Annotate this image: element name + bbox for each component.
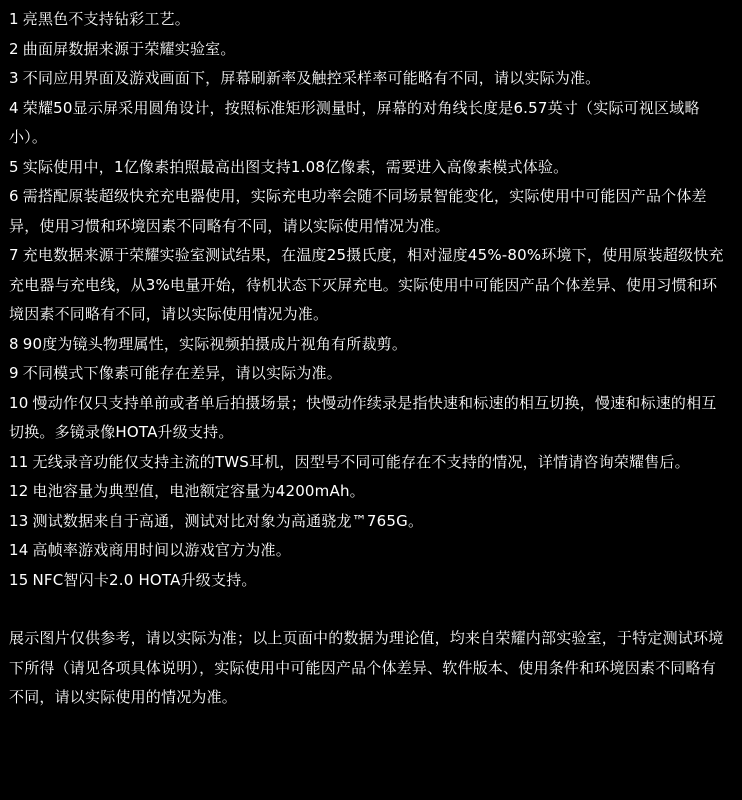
footnote-text: 慢动作仅只支持单前或者单后拍摄场景；快慢动作续录是指快速和标速的相互切换，慢速和标速的相互切换。多镜录像HOTA升级支持。 bbox=[9, 393, 717, 441]
footnote-number: 14 bbox=[9, 541, 29, 559]
footnote-number: 11 bbox=[9, 452, 29, 471]
footnote-text: 测试数据来自于高通，测试对比对象为高通骁龙™765G。 bbox=[32, 511, 424, 530]
footnote-number: 15 bbox=[9, 570, 29, 589]
footnote-item bbox=[9, 477, 728, 507]
footnote-text: 亮黑色不支持钻彩工艺。 bbox=[22, 10, 190, 28]
footnote-text: 高帧率游戏商用时间以游戏官方为准。 bbox=[32, 541, 291, 559]
footnote-text: 需搭配原装超级快充充电器使用，实际充电功率会随不同场景智能变化，实际使用中可能因产品个体差异，使用习惯和环境因素不同略有不同，请以实际使用情况为准。 bbox=[9, 187, 707, 235]
footnote-text: 曲面屏数据来源于荣耀实验室。 bbox=[22, 39, 236, 58]
footnote-number: 7 bbox=[9, 246, 19, 264]
footnote-text: 不同应用界面及游戏画面下，屏幕刷新率及触控采样率可能略有不同，请以实际为准。 bbox=[22, 69, 601, 87]
footnote-item bbox=[9, 241, 728, 330]
footnote-number: 2 bbox=[9, 39, 19, 58]
footnote-text: 电池容量为典型值，电池额定容量为4200mAh。 bbox=[32, 482, 365, 500]
footnote-item bbox=[9, 359, 728, 389]
footnote-item bbox=[9, 330, 728, 360]
footnote-number: 4 bbox=[9, 98, 19, 117]
disclaimer-text: 展示图片仅供参考，请以实际为准；以上页面中的数据为理论值，均来自荣耀内部实验室，于特定测试环境下所得（请见各项具体说明），实际使用中可能因产品个体差异、软件版本、使用条件和环境因素不同略有不同，请以实际使用的情况为准。 bbox=[9, 629, 724, 706]
footnote-item bbox=[9, 64, 728, 94]
footnote-number: 9 bbox=[9, 364, 19, 382]
footnote-text: 90度为镜头物理属性，实际视频拍摄成片视角有所裁剪。 bbox=[22, 334, 408, 353]
footnote-number: 6 bbox=[9, 187, 19, 205]
footnote-item bbox=[9, 507, 728, 537]
footnote-item bbox=[9, 5, 728, 35]
footnote-item bbox=[9, 182, 728, 241]
footnote-number: 1 bbox=[9, 10, 19, 28]
footnote-list bbox=[9, 5, 728, 595]
footnote-number: 13 bbox=[9, 511, 29, 530]
footnote-text: 无线录音功能仅支持主流的TWS耳机，因型号不同可能存在不支持的情况，详情请咨询荣耀售后。 bbox=[32, 452, 690, 471]
footnote-item bbox=[9, 566, 728, 596]
footnote-item bbox=[9, 35, 728, 65]
footnote-number: 8 bbox=[9, 334, 19, 353]
footnote-item bbox=[9, 94, 728, 153]
footnote-number: 10 bbox=[9, 393, 29, 412]
footnote-text: 荣耀50显示屏采用圆角设计，按照标准矩形测量时，屏幕的对角线长度是6.57英寸（实际可视区域略小）。 bbox=[9, 98, 700, 146]
footnote-item bbox=[9, 448, 728, 478]
footnote-item bbox=[9, 536, 728, 566]
footnote-text: 实际使用中，1亿像素拍照最高出图支持1.08亿像素，需要进入高像素模式体验。 bbox=[22, 157, 569, 176]
footnote-item bbox=[9, 389, 728, 448]
footnote-text: NFC智闪卡2.0 HOTA升级支持。 bbox=[32, 570, 257, 589]
footnote-number: 3 bbox=[9, 69, 19, 87]
footnote-text: 不同模式下像素可能存在差异，请以实际为准。 bbox=[22, 364, 342, 382]
footnote-item bbox=[9, 153, 728, 183]
footnote-text: 充电数据来源于荣耀实验室测试结果，在温度25摄氏度，相对湿度45%-80%环境下，使用原装超级快充充电器与充电线，从3%电量开始，待机状态下灭屏充电。实际使用中可能因产品个体差异、使用习惯和环境因素不同略有不同，请以实际使用情况为准。 bbox=[9, 246, 724, 323]
footnote-number: 12 bbox=[9, 482, 29, 500]
footnote-number: 5 bbox=[9, 157, 19, 176]
